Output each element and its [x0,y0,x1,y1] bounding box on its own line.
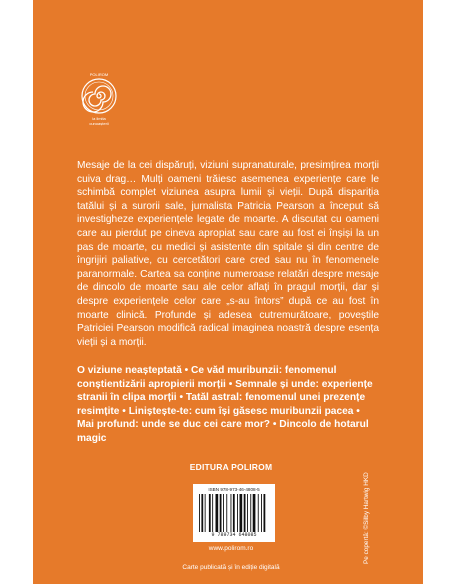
digital-edition-note: Carte publicată și în ediție digitală [182,564,280,571]
back-cover [33,0,423,584]
book-description: Mesaje de la cei dispăruți, viziuni supranaturale, presimțirea morții cuiva drag… Mulți oameni trăiesc asemenea experiențe care le schimbă complet viziunea asupra lumii și vieții. După dispariția tatălui și a surorii sale, jurnalista Patricia Pearson a început să investigheze experiențele legate de moarte. A discutat cu oameni care au pierdut pe cineva apropiat sau care au fost ei înșiși la un pas de moarte, cu medici și asistente din spitale și din centre de îngrijiri paliative, cu cercetători care cred sau nu în fenomenele paranormale. Cartea sa conține numeroase relatări despre mesaje de dincolo de moarte sau ale celor aflați în pragul morții, dar și despre experiențele celor care „s-au întors” după ce au fost în moarte clinică. Profunde și adesea cutremurătoare, poveștile Patriciei Pearson modifică radical imaginea noastră despre esența vieții și a morții. [77,160,379,348]
logo-top-text: POLIROM [89,72,109,77]
cover-credit: Pe copertă: ©Silby Hartwig HKD [363,472,370,564]
isbn-text: ISBN 978-973-46-4808-5 [208,487,260,492]
logo-series-line2: cunoașterii [89,121,109,126]
publisher-website[interactable]: www.polirom.ro [208,545,254,552]
barcode-icon [199,494,269,532]
publisher-name: EDITURA POLIROM [189,462,273,472]
barcode-digits: 9 789734 648085 [211,532,257,538]
chapter-list: O viziune neașteptată • Ce văd muribunzii: fenomenul conștientizării apropierii morții • Semnale și unde: experiențe stranii în clipa morții • Tatăl astral: fenomenul unei prezențe resimțite • Liniștește-te: cum își găsesc muribunzii pacea • Mai profund: unde se duc cei care mor? • Dincolo de hotarul magic [77,365,373,444]
logo-series-line1: la limita [92,116,106,121]
publisher-logo [76,72,122,128]
barcode-label [193,484,275,542]
